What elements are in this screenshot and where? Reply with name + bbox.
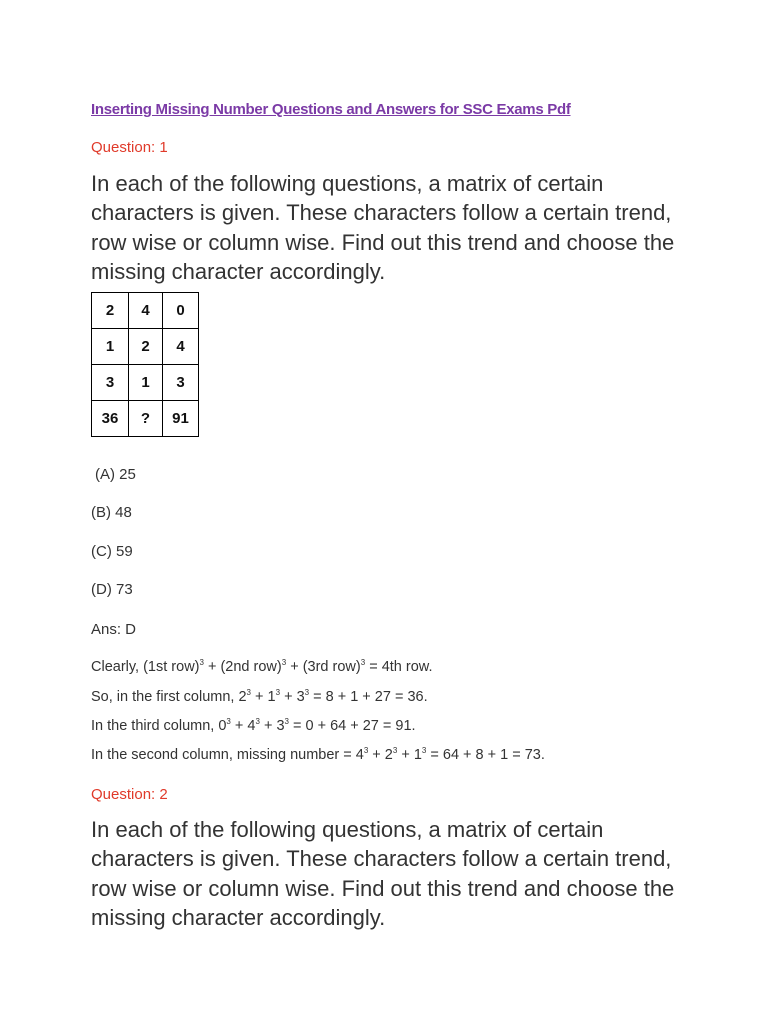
matrix-cell: 2 [92, 293, 129, 329]
solution-text: + 1 [251, 689, 276, 705]
superscript: 3 [246, 688, 251, 698]
matrix-cell: 4 [129, 293, 163, 329]
solution-text: + (3rd row) [286, 659, 361, 675]
document-title-link[interactable]: Inserting Missing Number Questions and Answers for SSC Exams Pdf [91, 101, 571, 118]
solution-text: + 1 [397, 747, 422, 763]
solution-text: In the third column, 0 [91, 718, 227, 734]
question-2-label: Question: 2 [91, 786, 168, 803]
solution-text: + 2 [368, 747, 393, 763]
superscript: 3 [304, 688, 310, 698]
matrix-cell: 3 [92, 365, 129, 401]
superscript: 3 [275, 688, 281, 698]
question-1-label: Question: 1 [91, 139, 168, 156]
solution-text: + 3 [259, 718, 285, 734]
superscript: 3 [226, 717, 231, 727]
matrix-cell: 1 [92, 329, 129, 365]
matrix-row [92, 365, 199, 401]
matrix-cell: 3 [163, 365, 199, 401]
superscript: 3 [360, 658, 366, 668]
matrix-cell: 91 [163, 401, 199, 437]
solution-line-4 [91, 747, 545, 763]
option-d: (D) 73 [91, 581, 133, 598]
solution-line-1 [91, 659, 433, 675]
matrix-cell-missing: ? [129, 401, 163, 437]
solution-text: = 8 + 1 + 27 = 36. [309, 689, 428, 705]
option-b: (B) 48 [91, 504, 132, 521]
superscript: 3 [363, 746, 369, 756]
solution-text: Clearly, (1st row) [91, 659, 200, 675]
solution-text: So, in the first column, 2 [91, 689, 247, 705]
matrix-row [92, 329, 199, 365]
matrix-row [92, 401, 199, 437]
solution-text: = 4th row. [365, 659, 433, 675]
solution-text: + 4 [230, 718, 256, 734]
superscript: 3 [392, 746, 398, 756]
option-a: (A) 25 [95, 466, 136, 483]
option-c: (C) 59 [91, 543, 133, 560]
solution-text: In the second column, missing number = 4 [91, 747, 364, 763]
answer-text: Ans: D [91, 621, 137, 638]
matrix-row [92, 293, 199, 329]
solution-text: + 3 [280, 689, 305, 705]
question-2-text: In each of the following questions, a matrix of certain characters is given. These characters follow a certain trend, row wise or column wise. Find out this trend and choose the missing character accordingly. [91, 817, 675, 930]
solution-line-3 [91, 718, 416, 734]
matrix-cell: 4 [163, 329, 199, 365]
solution-line-2 [91, 689, 428, 705]
question-1-text: In each of the following questions, a matrix of certain characters is given. These characters follow a certain trend, row wise or column wise. Find out this trend and choose the missing character accordingly. [91, 171, 675, 284]
solution-text: + (2nd row) [203, 659, 282, 675]
superscript: 3 [284, 717, 289, 727]
matrix-cell: 2 [129, 329, 163, 365]
solution-text: = 64 + 8 + 1 = 73. [426, 747, 545, 763]
superscript: 3 [421, 746, 427, 756]
solution-text: = 0 + 64 + 27 = 91. [288, 718, 416, 734]
superscript: 3 [281, 658, 287, 668]
matrix-cell: 36 [92, 401, 129, 437]
matrix-cell: 0 [163, 293, 199, 329]
matrix-cell: 1 [129, 365, 163, 401]
superscript: 3 [255, 717, 260, 727]
question-1-matrix [91, 292, 199, 437]
superscript: 3 [199, 658, 204, 668]
